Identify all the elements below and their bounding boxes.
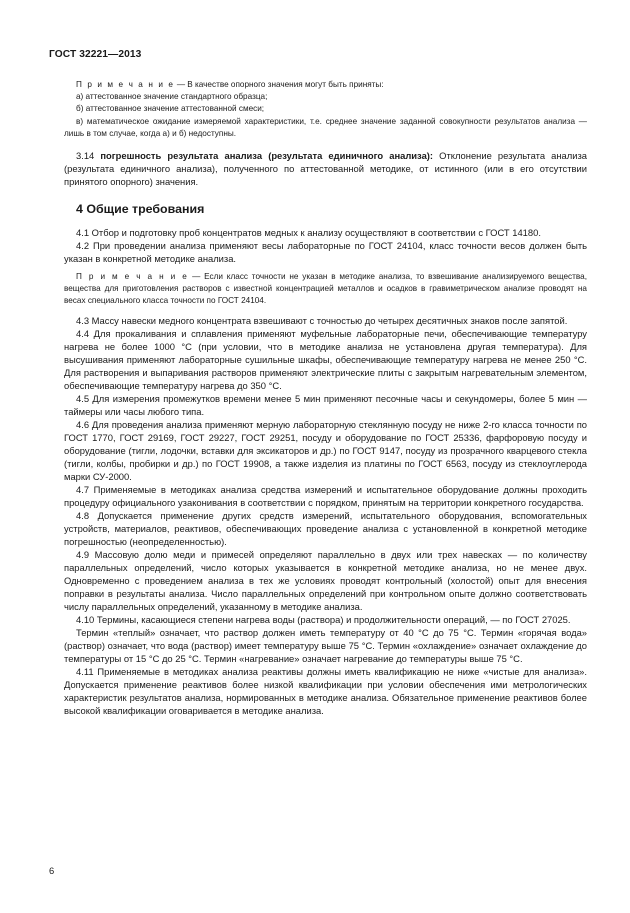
note-text: — В качестве опорного значения могут быть приняты: <box>174 80 384 89</box>
paragraph-4-10-terms: Термин «теплый» означает, что раствор должен иметь температуру от 40 °С до 75 °С. Термин «горячая вода» (раствор) означает, что вода (раствор) имеет температуру выше 75 °С. Термин «охлаждение» означает охлаждение до температуры от 15 °С до 25 °С. Термин «нагревание» означает нагревание до температуры выше 75 °С. <box>64 626 587 664</box>
paragraph-4-9: 4.9 Массовую долю меди и примесей определяют параллельно в двух или трех навесках — по количеству параллельных определений, число которых указывается в конкретной методике анализа, но не менее двух. Одновременно с проведением анализа в тех же условиях проводят контрольный (холостой) опыт для внесения поправки в результаты анализа. Число параллельных определений при контрольном опыте должно соответствовать числу параллельных определений, указанному в методике анализа. <box>64 548 587 612</box>
note-4-2 <box>64 271 587 308</box>
note-item-a: а) аттестованное значение стандартного образца; <box>76 92 268 102</box>
paragraph-4-4: 4.4 Для прокаливания и сплавления применяют муфельные лабораторные печи, обеспечивающие температуру нагрева не более 1000 °С (при условии, что в методике анализа не установлена другая температура). Для высушивания применяют лабораторные сушильные шкафы, обеспечивающие температуру нагрева не менее 250 °С. Для растворения и выпаривания растворов применяют электрические плиты с закрытым нагревательным элементом, обеспечивающие температуру нагрева до 350 °С. <box>64 327 587 391</box>
page-number: 6 <box>49 865 55 876</box>
definition-text: Отклонение результата анализа (результата единичного анализа), полученного по аттестованной методике, от истинного (или в его отсутствии принятого опорного) значения. <box>64 150 587 188</box>
definition-number: 3.14 <box>76 150 101 162</box>
paragraph-4-8: 4.8 Допускается применение других средств измерений, испытательного оборудования, вспомогательных устройств, материалов, реактивов, обеспечивающих проведение анализа с установленной в конкретной методике погрешностью (неопределенностью). <box>64 509 587 547</box>
paragraph-4-7: 4.7 Применяемые в методиках анализа средства измерений и испытательное оборудование должны проходить процедуру официального узаконивания в соответствии с порядком, принятым на территории конкретного государства. <box>64 483 587 508</box>
note-label: П р и м е ч а н и е <box>76 80 175 89</box>
definition-3-14 <box>64 149 587 188</box>
paragraph-4-10: 4.10 Термины, касающиеся степени нагрева воды (раствора) и продолжительности операций, — по ГОСТ 27025. <box>76 613 571 625</box>
note-item-b: б) аттестованное значение аттестованной смеси; <box>76 104 265 114</box>
section-4-title: 4 Общие требования <box>76 202 205 217</box>
paragraph-4-11: 4.11 Применяемые в методиках анализа реактивы должны иметь квалификацию не ниже «чистые для анализа». Допускается применение реактивов более низкой квалификации при условии обеспечения ими метрологических характеристик результатов анализа, нормированных в методике анализа. Обязательное применение реактивов более высокой квалификации оговаривается в методике анализа. <box>64 665 587 716</box>
standard-header: ГОСТ 32221—2013 <box>49 49 142 60</box>
paragraph-4-2: 4.2 При проведении анализа применяют весы лабораторные по ГОСТ 24104, класс точности весов должен быть указан в конкретной методике анализа. <box>64 240 587 265</box>
paragraph-4-3: 4.3 Массу навески медного концентрата взвешивают с точностью до четырех десятичных знаков после запятой. <box>76 314 568 326</box>
definition-term: погрешность результата анализа (результата единичного анализа): <box>100 150 434 162</box>
paragraph-4-1: 4.1 Отбор и подготовку проб концентратов медных к анализу осуществляют в соответствии с ГОСТ 14180. <box>76 227 541 239</box>
paragraph-4-5: 4.5 Для измерения промежутков времени менее 5 мин применяют песочные часы и секундомеры, более 5 мин — таймеры или часы любого типа. <box>64 392 587 417</box>
page-content <box>64 79 587 717</box>
note-item-c: в) математическое ожидание измеряемой характеристики, т.е. среднее значение заданной совокупности результатов анализа — лишь в том случае, когда а) и б) недоступны. <box>64 116 587 138</box>
note-intro <box>64 79 587 91</box>
paragraph-4-6: 4.6 Для проведения анализа применяют мерную лабораторную стеклянную посуду не ниже 2-го класса точности по ГОСТ 1770, ГОСТ 29169, ГОСТ 29227, ГОСТ 29251, посуду и оборудование по ГОСТ 25336, фарфоровую посуду и оборудование (тигли, лодочки, вставки для эксикаторов и др.) по ГОСТ 9147, посуду из прозрачного кварцевого стекла (тигли, колбы, пробирки и др.) по ГОСТ 19908, а также изделия из платины по ГОСТ 6563, посуду из стеклоуглерода марки СУ-2000. <box>64 418 587 482</box>
note-text: — Если класс точности не указан в методике анализа, то взвешивание анализируемого вещества, вещества для приготовления растворов с известной концентрацией металлов и осадков в гравиметрическом анализе проводят на весах специального класса точности по ГОСТ 24104. <box>64 272 587 306</box>
note-label: П р и м е ч а н и е <box>76 272 189 282</box>
